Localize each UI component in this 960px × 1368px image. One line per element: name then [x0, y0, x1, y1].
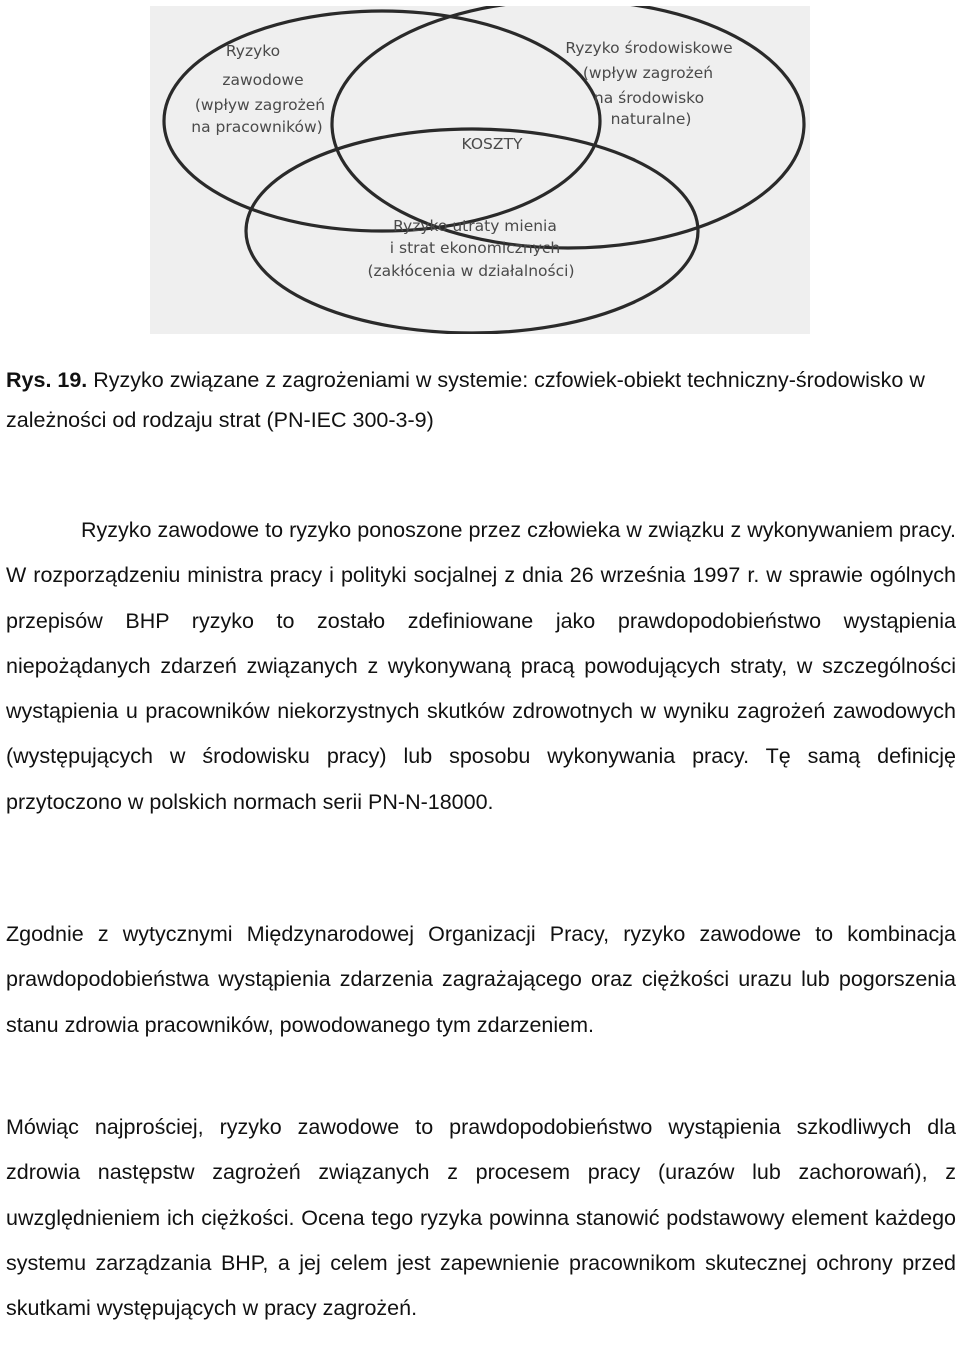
occupational-risk-label-line-4: na pracowników) [191, 118, 323, 136]
property-risk-label-line-1: Ryzyko utraty mienia [393, 217, 557, 235]
figure-caption-text: Ryzyko związane z zagrożeniami w systemie: czfowiek-obiekt techniczny-środowisko w zależności od rodzaju strat (PN-IEC 300-3-9) [6, 368, 925, 432]
paragraph-ilo-guidelines: Zgodnie z wytycznymi Międzynarodowej Organizacji Pracy, ryzyko zawodowe to kombinacja prawdopodobieństwa wystąpienia zdarzenia zagrażającego oraz ciężkości urazu lub pogorszenia stanu zdrowia pracowników, powodowanego tym zdarzeniem. [6, 922, 956, 1037]
occupational-risk-label-line-2: zawodowe [222, 71, 304, 89]
figure-number: Rys. 19. [6, 368, 88, 392]
paragraph-simple-explanation: Mówiąc najprościej, ryzyko zawodowe to prawdopodobieństwo wystąpienia szkodliwych dla zdrowia następstw zagrożeń związanych z procesem pracy (urazów lub zachorowań), z uwzględnieniem ich ciężkości. Ocena tego ryzyka powinna stanowić podstawowy element każdego systemu zarządzania BHP, a jej celem jest zapewnienie pracownikom skutecznej ochrony przed skutkami występujących w pracy zagrożeń. [6, 1115, 956, 1321]
venn-diagram [150, 6, 810, 334]
environmental-risk-label-line-1: Ryzyko środowiskowe [565, 39, 733, 57]
environmental-risk-label-line-3: na środowisko [593, 89, 705, 107]
venn-diagram-figure [150, 6, 810, 334]
environmental-risk-label-line-2: (wpływ zagrożeń [582, 64, 714, 82]
figure-caption [6, 360, 954, 440]
occupational-risk-label-line-3: (wpływ zagrożeń [194, 96, 326, 114]
property-risk-label-line-3: (zakłócenia w działalności) [367, 262, 575, 280]
occupational-risk-label-line-1: Ryzyko [225, 42, 281, 60]
paragraph-occupational-risk-definition: Ryzyko zawodowe to ryzyko ponoszone przez człowieka w związku z wykonywaniem pracy. W rozporządzeniu ministra pracy i polityki socjalnej z dnia 26 września 1997 r. w sprawie ogólnych przepisów BHP ryzyko to zostało zdefiniowane jako prawdopodobieństwo wystąpienia niepożądanych zdarzeń związanych z wykonywaną pracą powodujących straty, w szczególności wystąpienia u pracowników niekorzystnych skutków zdrowotnych w wyniku zagrożeń zawodowych (występujących w środowisku pracy) lub sposobu wykonywania pracy. Tę samą definicję przytoczono w polskich normach serii PN-N-18000. [6, 518, 956, 814]
costs-center-label: KOSZTY [461, 135, 523, 153]
property-risk-label-line-2: i strat ekonomicznych [389, 239, 561, 257]
environmental-risk-label-line-4: naturalne) [610, 110, 692, 128]
